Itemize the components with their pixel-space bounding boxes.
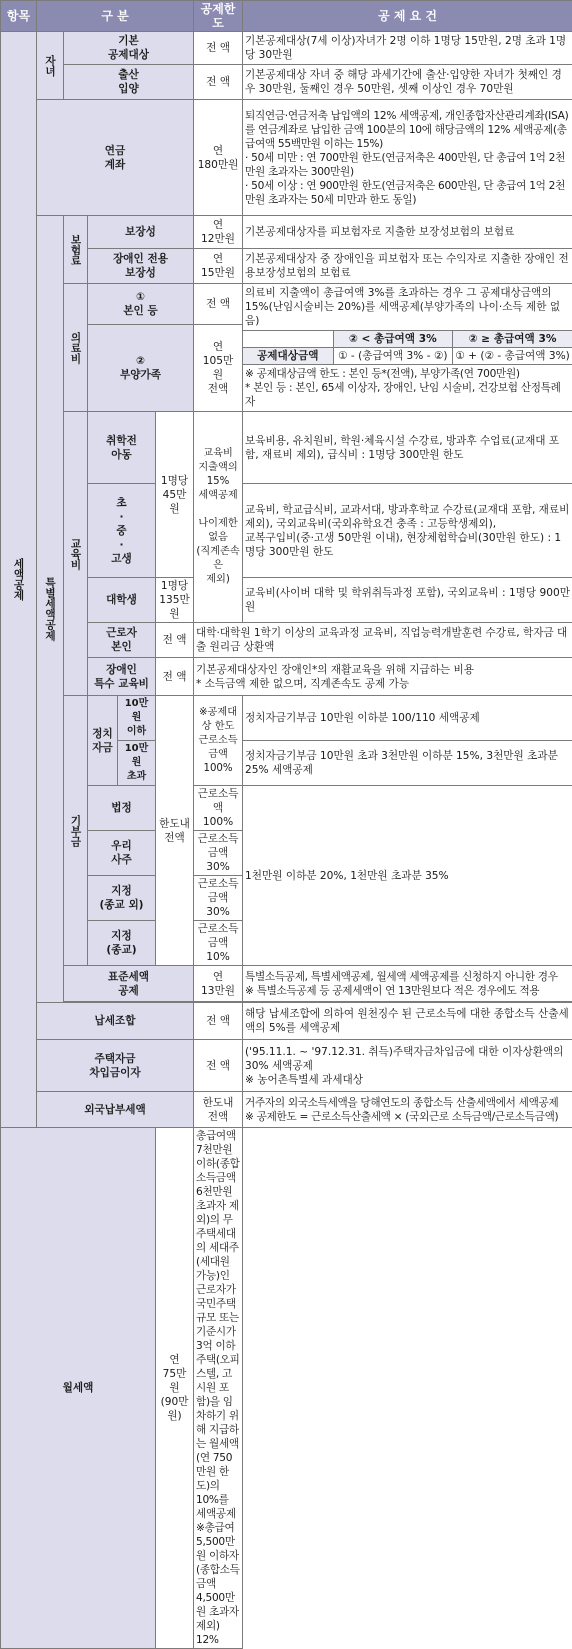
header-limit: 공제한도 [194,1,243,32]
edu-limit1: 1명당 45만원 [156,412,194,578]
housing-limit: 전 액 [194,1040,243,1092]
foreign-limit: 한도내 전액 [194,1092,243,1128]
union-label: 납세조합 [37,1003,194,1040]
edu-dis-label: 장애인 특수 교육비 [88,658,156,696]
don-pol-under: 10만원 이하 [118,696,156,741]
group-special: 특별세액공제 [37,216,64,1003]
med-req-top: 의료비 지출액이 총급여액 3%를 초과하는 경우 그 공제대상금액의 15%(난임시술비는 20%)를 세액공제(부양가족의 나이·소득 제한 없음) [243,284,572,330]
header-category: 구 분 [37,1,194,32]
edu-school-req: 교육비, 학교급식비, 교과서대, 방과후학교 수강료(교재대 포함, 재료비 제외), 국외교육비(국외유학요건 충족 : 고등학생제외), 교복구입비(중·고생 50만원 이내), 현장체험학습비(30만원 한도) : 1명당 300만원 한도 [243,484,572,578]
housing-req: ('95.11.1. ~ '97.12.31. 취득)주택자금차입금에 대한 이자상환액의 30% 세액공제 ※ 농어촌특별세 과세대상 [243,1040,572,1092]
edu-worker-limit: 전 액 [156,623,194,658]
header-requirement: 공 제 요 건 [243,1,572,32]
pension-req: 퇴직연금·연금저축 납입액의 12% 세액공제, 개인종합자산관리계좌(ISA)를 연금계좌로 납입한 금액 100분의 10에 해당금액의 12% 세액공제(총급여액 55백만원 이하는 15%) · 50세 미만 : 연 700만원 한도(연금저축은 400만원, 단 총급여 1억 2천만원 초과자는 300만원) · 50세 이상 : 연 900만원 한도(연금저축은 600만원, 단 총급여 1억 2천만원 초과자는 50세 미만과 한도 동일) [243,100,572,216]
main-category-text: 세액공제 [11,558,27,600]
don-rel-mid: 근로소득금액 10% [194,921,243,966]
don-ours-label: 우리 사주 [88,831,156,876]
don-pol-over: 10만원 초과 [118,741,156,786]
med-col2: ② ≥ 총급여액 3% [453,331,572,348]
foreign-label: 외국납부세액 [37,1092,194,1128]
ins-disabled-label: 장애인 전용 보장성 [88,249,194,284]
don-limit: 한도내 전액 [156,696,194,966]
header-row [1,1,572,32]
pension-limit: 연 180만원 [194,100,243,216]
edu-mid: 교육비 지출액의 15% 세액공제 나이제한 없음 (직계존속은 제외) [194,412,243,623]
edu-dis-req: 기본공제대상자인 장애인*의 재활교육을 위해 지급하는 비용 * 소득금액 제한 없으며, 직계존속도 공제 가능 [194,658,572,696]
med-col1: ② < 총급여액 3% [333,331,453,348]
med-dep-limit: 연 105만 원 전액 [194,325,243,412]
ins-coverage-label: 보장성 [88,216,194,249]
don-pol-req-under: 정치자금기부금 10만원 이하분 100/110 세액공제 [243,696,572,741]
don-pol-req-over: 정치자금기부금 10만원 초과 3천만원 이하분 15%, 3천만원 초과분 25% 세액공제 [243,741,572,786]
pension-label: 연금 계좌 [37,100,194,216]
ins-coverage-limit: 연 12만원 [194,216,243,249]
rent-req: 총급여액 7천만원 이하(종합소득금액 6천만원 초과자 제외)의 무주택세대의 세대주(세대원 가능)인 근로자가 국민주택규모 또는 기준시가 3억 이하 주택(오피스텔, 고시원 포함)을 임차하기 위해 지급하는 월세액(연 750만원 한도)의 10%를 세액공제 ※총급여 5,500만원 이하자(종합소득금액 4,500만원 초과자 제외) 12% [194,1128,243,1649]
group-medical: 의료비 [64,284,88,412]
union-limit: 전 액 [194,1003,243,1040]
housing-label: 주택자금 차입금이자 [37,1040,194,1092]
group-child: 자녀 [37,32,64,100]
don-rel-label: 지정 (종교) [88,921,156,966]
don-ours-mid: 근로소득금액 30% [194,831,243,876]
don-pol-label: 정치 자금 [88,696,118,786]
med-req [243,284,572,412]
med-self-limit: 전 액 [194,284,243,325]
edu-pre-label: 취학전 아동 [88,412,156,484]
child-birth-label: 출산 입양 [64,65,194,100]
edu-school-label: 초 · 중 · 고생 [88,484,156,578]
med-note: ※ 공제대상금액 한도 : 본인 등*(전액), 부양가족(연 700만원) * 본인 등 : 본인, 65세 이상자, 장애인, 난임 시술비, 건강보험 산정특례자 [243,365,572,411]
foreign-req: 거주자의 외국소득세액을 당해연도의 종합소득 산출세액에서 세액공제 ※ 공제한도 = 근로소득산출세액 × (국외근로 소득금액/근로소득금액) [243,1092,572,1128]
med-cell1: ① - (총급여액 3% - ②) [333,348,453,365]
edu-pre-req: 보육비용, 유치원비, 학원·체육시설 수강료, 방과후 수업료(교재대 포함, 재료비 제외), 급식비 : 1명당 300만원 한도 [243,412,572,484]
med-cell2: ① + (② - 총급여액 3%) [453,348,572,365]
don-relno-mid: 근로소득금액 30% [194,876,243,921]
rent-limit: 연 75만원 (90만원) [156,1128,194,1649]
don-relno-label: 지정 (종교 외) [88,876,156,921]
edu-worker-req: 대학·대학원 1학기 이상의 교육과정 교육비, 직업능력개발훈련 수강료, 학자금 대출 원리금 상환액 [194,623,572,658]
child-birth-limit: 전 액 [194,65,243,100]
child-basic-limit: 전 액 [194,32,243,65]
edu-univ-limit: 1명당 135만원 [156,578,194,623]
don-pol-mid: ※공제대상 한도 근로소득금액 100% [194,696,243,786]
standard-limit: 연 13만원 [194,966,243,1002]
edu-univ-label: 대학생 [88,578,156,623]
group-donation: 기부금 [64,696,88,966]
med-sub-table [243,330,572,365]
standard-label: 표준세액 공제 [64,966,194,1002]
med-dep-label: ② 부양가족 [88,325,194,412]
main-category-label [1,32,37,1128]
group-education: 교육비 [64,412,88,696]
child-basic-req: 기본공제대상(7세 이상)자녀가 2명 이하 1명당 15만원, 2명 초과 1명당 30만원 [243,32,572,65]
edu-univ-req: 교육비(사이버 대학 및 학위취득과정 포함), 국외교육비 : 1명당 900만원 [243,578,572,623]
edu-dis-limit: 전 액 [156,658,194,696]
don-legal-label: 법정 [88,786,156,831]
ins-coverage-req: 기본공제대상자를 피보험자로 지출한 보장성보험의 보험료 [243,216,572,249]
med-self-label: ① 본인 등 [88,284,194,325]
child-basic-label: 기본 공제대상 [64,32,194,65]
med-rowlab: 공제대상금액 [243,348,333,365]
don-req-common: 1천만원 이하분 20%, 1천만원 초과분 35% [243,786,572,966]
group-insurance: 보험료 [64,216,88,284]
union-req: 해당 납세조합에 의하여 원천징수 된 근로소득에 대한 종합소득 산출세액의 5%를 세액공제 [243,1003,572,1040]
edu-worker-label: 근로자 본인 [88,623,156,658]
standard-req: 특별소득공제, 특별세액공제, 월세액 세액공제를 신청하지 아니한 경우 ※ 특별소득공제 등 공제세액이 연 13만원보다 적은 경우에도 적용 [243,966,572,1002]
rent-label: 월세액 [1,1128,156,1649]
ins-disabled-req: 기본공제대상자 중 장애인을 피보험자 또는 수익자로 지출한 장애인 전용보장성보험의 보험료 [243,249,572,284]
don-legal-mid: 근로소득액 100% [194,786,243,831]
child-birth-req: 기본공제대상 자녀 중 해당 과세기간에 출산·입양한 자녀가 첫째인 경우 30만원, 둘째인 경우 50만원, 셋째 이상인 경우 70만원 [243,65,572,100]
header-item: 항목 [1,1,37,32]
ins-disabled-limit: 연 15만원 [194,249,243,284]
